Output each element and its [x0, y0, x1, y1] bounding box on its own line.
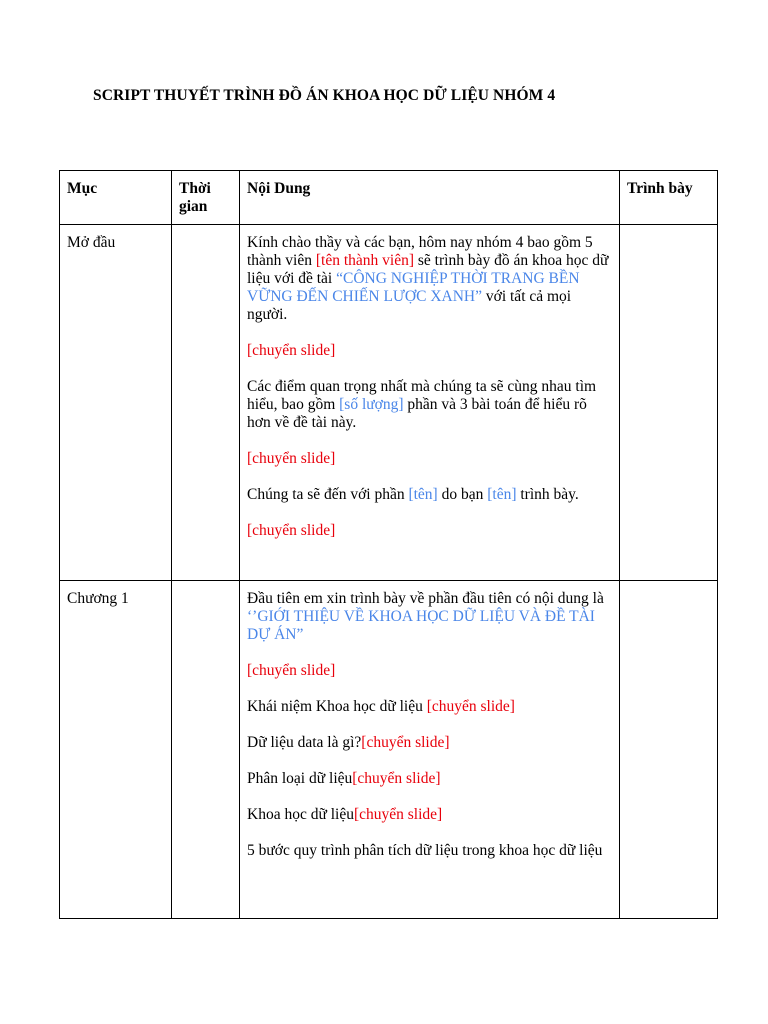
stage-direction: [chuyển slide]	[361, 734, 450, 751]
table-row	[60, 225, 718, 581]
content-paragraph	[247, 342, 612, 360]
placeholder-text: [số lượng]	[339, 396, 404, 413]
script-text: Khoa học dữ liệu	[247, 806, 354, 823]
presenter-cell	[620, 581, 718, 919]
content-paragraph	[247, 234, 612, 324]
script-text: Các điểm quan trọng nhất mà chúng ta sẽ cùng nhau tìm hiểu, bao gồm	[247, 378, 597, 413]
stage-direction: [chuyển slide]	[426, 698, 515, 715]
placeholder-text: ‘’GIỚI THIỆU VỀ KHOA HỌC DỮ LIỆU VÀ ĐỀ TÀI DỰ ÁN”	[247, 608, 595, 643]
stage-direction: [chuyển slide]	[352, 770, 441, 787]
table-header-row	[60, 171, 718, 225]
content-paragraph	[247, 522, 612, 540]
table-row	[60, 581, 718, 919]
placeholder-text: [tên]	[408, 486, 438, 503]
content-paragraph	[247, 806, 612, 824]
script-text: trình bày.	[516, 486, 579, 503]
script-table	[59, 170, 718, 919]
section-cell: Mở đầu	[60, 225, 172, 581]
placeholder-text: “CÔNG NGHIỆP THỜI TRANG BỀN VỮNG ĐẾN CHIẾN LƯỢC XANH”	[247, 270, 580, 305]
stage-direction: [chuyển slide]	[247, 450, 336, 467]
content-paragraph	[247, 662, 612, 680]
script-text: do bạn	[437, 486, 488, 503]
script-text: 5 bước quy trình phân tích dữ liệu trong khoa học dữ liệu	[247, 842, 603, 859]
script-text: Khái niệm Khoa học dữ liệu	[247, 698, 427, 715]
script-text: Đầu tiên em xin trình bày về phần đầu tiên có nội dung là	[247, 590, 604, 607]
presenter-cell	[620, 225, 718, 581]
content-cell	[240, 581, 620, 919]
script-text: Dữ liệu data là gì?	[247, 734, 362, 751]
header-thoi-gian: Thời gian	[172, 171, 240, 225]
script-text: với tất cả mọi người.	[247, 288, 572, 323]
content-paragraph	[247, 770, 612, 788]
time-cell	[172, 225, 240, 581]
content-cell	[240, 225, 620, 581]
script-text: Kính chào thầy và các bạn, hôm nay nhóm 4 bao gồm 5 thành viên	[247, 234, 593, 269]
content-paragraph	[247, 450, 612, 468]
script-text: Phân loại dữ liệu	[247, 770, 353, 787]
stage-direction: [chuyển slide]	[247, 342, 336, 359]
script-text: phần và 3 bài toán để hiểu rõ hơn về đề tài này.	[247, 396, 587, 431]
header-muc: Mục	[60, 171, 172, 225]
time-cell	[172, 581, 240, 919]
script-text: sẽ trình bày đồ án khoa học dữ liệu với đề tài	[247, 252, 609, 287]
placeholder-text: [tên]	[487, 486, 517, 503]
content-paragraph	[247, 486, 612, 504]
script-text: Chúng ta sẽ đến với phần	[247, 486, 409, 503]
content-paragraph	[247, 590, 612, 644]
stage-direction: [chuyển slide]	[247, 662, 336, 679]
header-noi-dung: Nội Dung	[240, 171, 620, 225]
content-paragraph	[247, 734, 612, 752]
stage-direction: [chuyển slide]	[247, 522, 336, 539]
content-paragraph	[247, 378, 612, 432]
stage-direction: [chuyển slide]	[353, 806, 443, 823]
section-cell: Chương 1	[60, 581, 172, 919]
content-paragraph	[247, 698, 612, 716]
header-trinh-bay: Trình bày	[620, 171, 718, 225]
content-paragraph	[247, 842, 612, 860]
stage-direction: [tên thành viên]	[315, 252, 415, 269]
document-title: SCRIPT THUYẾT TRÌNH ĐỒ ÁN KHOA HỌC DỮ LIỆU NHÓM 4	[93, 87, 556, 104]
